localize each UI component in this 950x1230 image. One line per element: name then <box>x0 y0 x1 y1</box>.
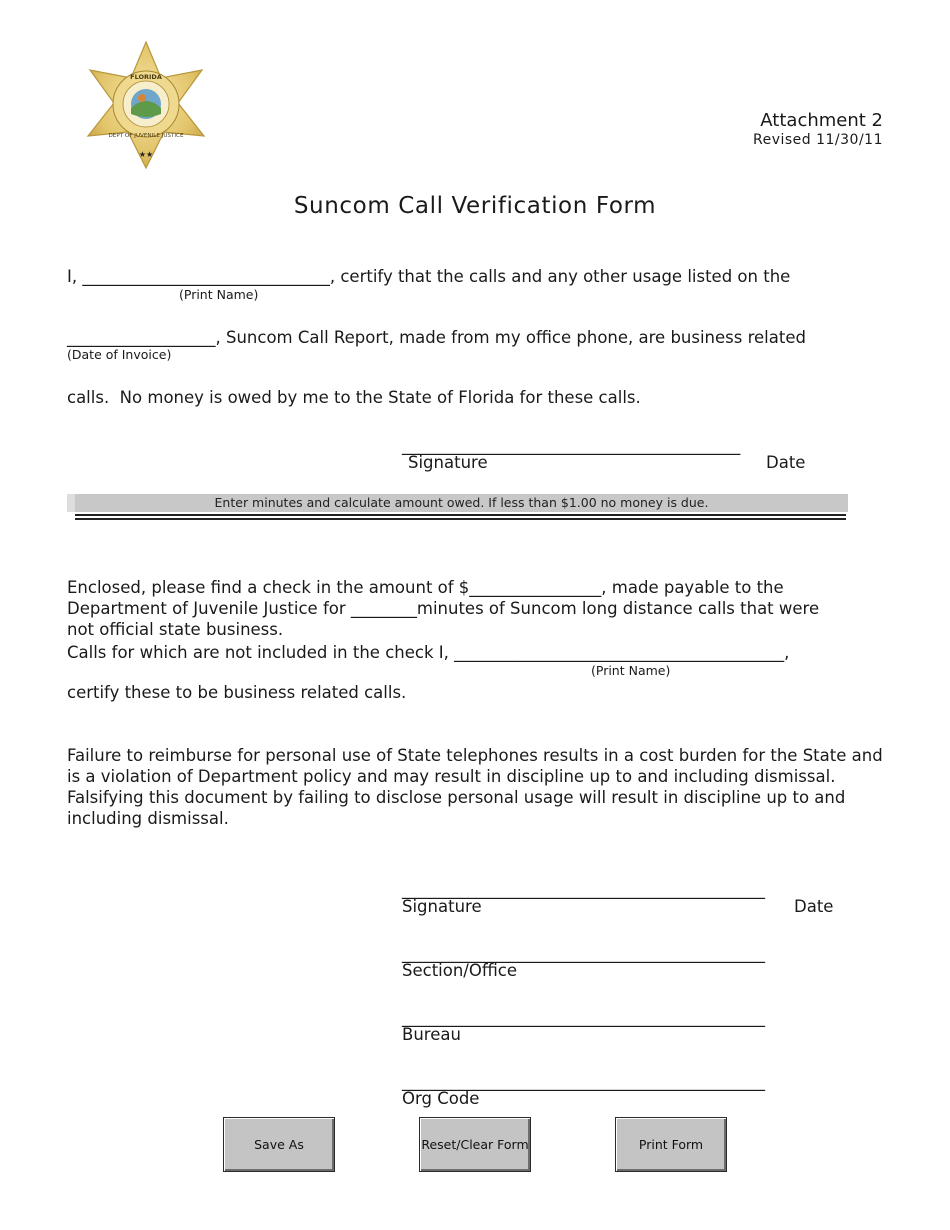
section-office-line[interactable]: ____________________________________________ <box>402 944 765 963</box>
print-name-caption: (Print Name) <box>179 287 259 302</box>
signature-line-2[interactable]: ____________________________________________ <box>402 880 765 899</box>
department-seal <box>80 40 212 170</box>
amount-line[interactable]: Enclosed, please find a check in the amount of $________________, made payable to the <box>67 578 784 597</box>
banner-divider <box>75 514 846 520</box>
reset-clear-form-button[interactable]: Reset/Clear Form <box>419 1117 531 1172</box>
org-code-line[interactable]: ____________________________________________ <box>402 1072 765 1091</box>
signature-line-1[interactable]: _________________________________________ <box>402 436 741 455</box>
section-office-label: Section/Office <box>402 961 518 980</box>
print-form-button[interactable]: Print Form <box>615 1117 727 1172</box>
enclosed-paragraph <box>67 556 819 640</box>
svg-text:FLORIDA: FLORIDA <box>130 73 162 81</box>
revised-date: Revised 11/30/11 <box>752 132 883 148</box>
invoice-date-field[interactable]: __________________ <box>67 328 216 347</box>
minutes-line[interactable]: Department of Juvenile Justice for ________minutes of Suncom long distance calls that were <box>67 599 820 618</box>
svg-text:★★: ★★ <box>138 150 154 159</box>
enclosed-line-3: not official state business. <box>67 620 284 639</box>
svg-text:DEPT OF JUVENILE JUSTICE: DEPT OF JUVENILE JUSTICE <box>108 133 184 139</box>
signature-label-2: Signature <box>402 897 482 916</box>
bureau-line[interactable]: ____________________________________________ <box>402 1008 765 1027</box>
invoice-date-caption: (Date of Invoice) <box>67 347 172 362</box>
date-label-1: Date <box>766 453 806 472</box>
print-name-field[interactable]: ______________________________ <box>82 267 330 286</box>
certify-line-1: I, ______________________________, certify that the calls and any other usage listed on the <box>67 267 791 286</box>
sheriff-star-icon <box>80 40 212 170</box>
instruction-banner <box>67 494 848 512</box>
certify-line-2: __________________, Suncom Call Report, made from my office phone, are business related <box>67 328 806 347</box>
policy-paragraph: Failure to reimburse for personal use of State telephones results in a cost burden for the State and is a violation of Department policy and may result in discipline up to and including dismissal. Falsifying this document by failing to disclose personal usage will result in discipline up to and including dismissal. <box>67 746 883 828</box>
calls-not-included-line[interactable]: Calls for which are not included in the check I, ________________________________________, <box>67 643 790 662</box>
org-code-label: Org Code <box>402 1089 480 1108</box>
business-calls-line: certify these to be business related calls. <box>67 683 407 702</box>
attachment-label: Attachment 2 <box>760 110 883 131</box>
page-title: Suncom Call Verification Form <box>293 193 657 219</box>
print-name-caption-2: (Print Name) <box>591 663 671 678</box>
certify-line-3: calls. No money is owed by me to the State of Florida for these calls. <box>67 388 641 407</box>
save-as-button[interactable]: Save As <box>223 1117 335 1172</box>
date-label-2: Date <box>794 897 834 916</box>
bureau-label: Bureau <box>402 1025 461 1044</box>
signature-label-1: Signature <box>408 453 488 472</box>
instruction-text: Enter minutes and calculate amount owed. If less than $1.00 no money is due. <box>214 495 709 510</box>
